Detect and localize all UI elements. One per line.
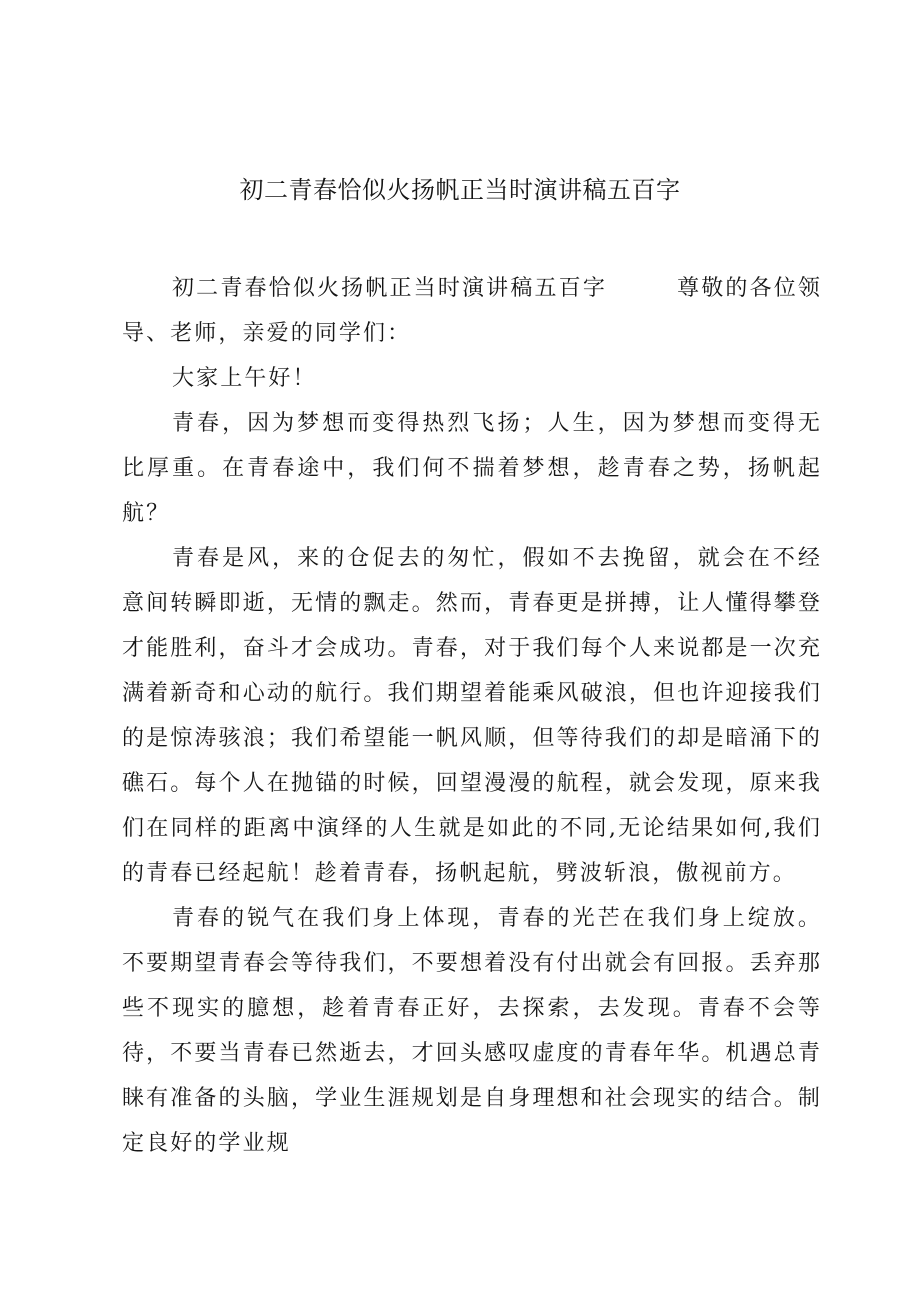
paragraph-dreams: 青春，因为梦想而变得热烈飞扬；人生，因为梦想而变得无比厚重。在青春途中，我们何不揣着梦想，趁青春之势，扬帆起航？ [122, 411, 822, 526]
greeting-text: 尊敬的各位领导、老师，亲爱的同学们： [122, 276, 822, 346]
paragraph-youth-spirit: 青春的锐气在我们身上体现，青春的光芒在我们身上绽放。不要期望青春会等待我们，不要想着没有付出就会有回报。丢弃那些不现实的臆想，趁着青春正好，去探索，去发现。青春不会等待，不要当青春已然逝去，才回头感叹虚度的青春年华。机遇总青睐有准备的头脑，学业生涯规划是自身理想和社会现实的结合。制定良好的学业规 [122, 906, 822, 1156]
paragraph-salutation: 大家上午好！ [172, 366, 317, 391]
document-title: 初二青春恰似火扬帆正当时演讲稿五百字 [239, 176, 681, 204]
paragraph-opening [122, 266, 822, 356]
title-echo-text: 初二青春恰似火扬帆正当时演讲稿五百字 [172, 276, 607, 301]
document-body [122, 266, 822, 1166]
paragraph-voyage: 青春是风，来的仓促去的匆忙，假如不去挽留，就会在不经意间转瞬即逝，无情的飘走。然而，青春更是拼搏，让人懂得攀登才能胜利，奋斗才会成功。青春，对于我们每个人来说都是一次充满着新奇和心动的航行。我们期望着能乘风破浪，但也许迎接我们的是惊涛骇浪；我们希望能一帆风顺，但等待我们的却是暗涌下的礁石。每个人在抛锚的时候，回望漫漫的航程，就会发现，原来我们在同样的距离中演绎的人生就是如此的不同,无论结果如何,我们的青春已经起航！趁着青春，扬帆起航，劈波斩浪，傲视前方。 [122, 546, 822, 886]
